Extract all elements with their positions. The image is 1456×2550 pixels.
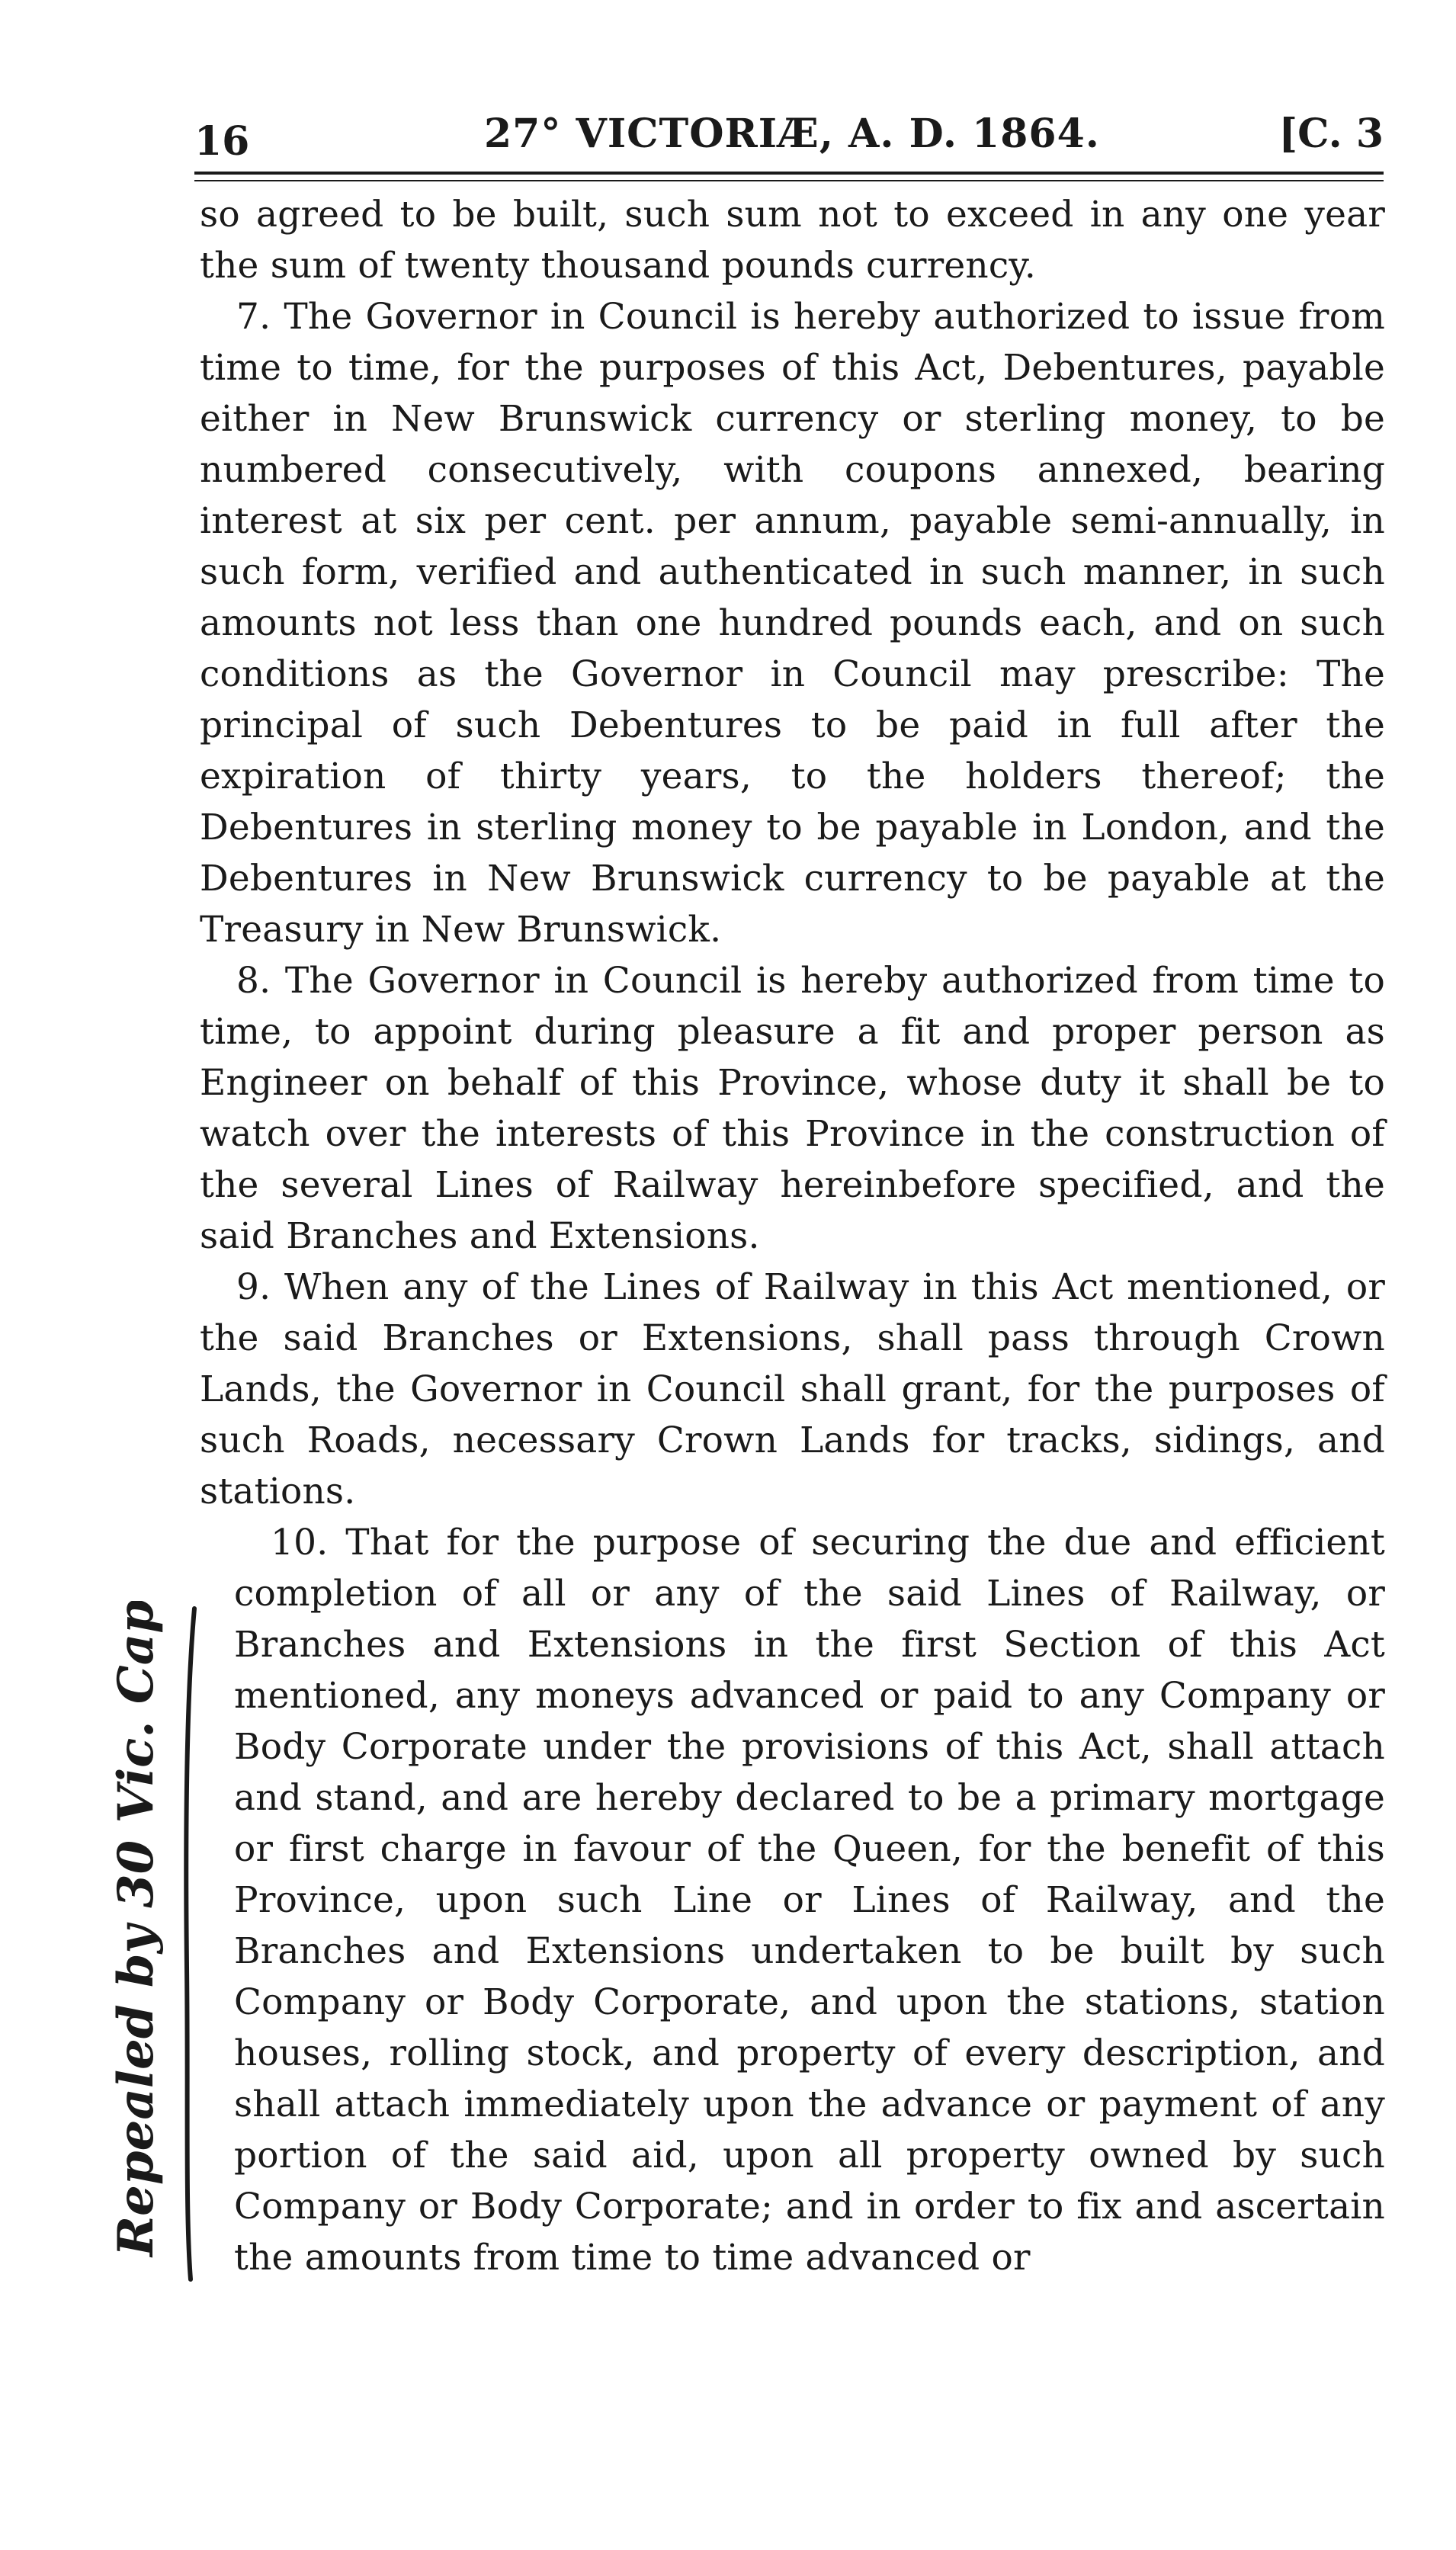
section-8: 8. The Governor in Council is hereby authorized from time to time, to appoint during pleasure a fit and proper person as Engineer on behalf of this Province, whose duty it shall be to watch over the interests of this Province in the construction of the several Lines of Railway hereinbefore specified, and the said Branches and Extensions. [200,960,1385,1257]
page-number: 16 [194,118,250,165]
chapter-reference: [C. 3 [1278,111,1384,157]
body-text [200,189,1385,2283]
handwritten-margin-annotation [80,1601,202,2287]
section-7: 7. The Governor in Council is hereby authorized to issue from time to time, for the purposes of this Act, Debentures, payable either in New Brunswick currency or sterling money, to be numbered consecutively, with coupons annexed, bearing interest at six per cent. per annum, payable semi-annually, in such form, verified and authenticated in such manner, in such amounts not less than one hundred pounds each, and on such conditions as the Governor in Council may prescribe: The principal of such Debentures to be paid in full after the expiration of thirty years, to the holders thereof; the Debentures in sterling money to be payable in London, and the Debentures in New Brunswick currency to be payable at the Treasury in New Brunswick. [200,296,1385,951]
svg-text:Repealed by 30 Vic. Cap. 12: Repealed by 30 Vic. Cap. 12 [107,1601,165,2257]
header-rule-thick [194,172,1384,175]
running-title: 27° VICTORIÆ, A. D. 1864. [484,111,1100,157]
paragraph-continuation: so agreed to be built, such sum not to exceed in any one year the sum of twenty thousand pounds currency. [200,194,1385,287]
page-header [194,111,1384,172]
handwriting-image [80,1601,202,2287]
section-10: 10. That for the purpose of securing the due and efficient completion of all or any of the said Lines of Railway, or Branches and Extensions in the first Section of this Act mentioned, any moneys advanced or paid to any Company or Body Corporate under the provisions of this Act, shall attach and stand, and are hereby declared to be a primary mortgage or first charge in favour of the Queen, for the benefit of this Province, upon such Line or Lines of Railway, and the Branches and Extensions undertaken to be built by such Company or Body Corporate, and upon the stations, station houses, rolling stock, and property of every description, and shall attach immediately upon the advance or payment of any portion of the said aid, upon all property owned by such Company or Body Corporate; and in order to fix and ascertain the amounts from time to time advanced or [234,1522,1385,2279]
section-9: 9. When any of the Lines of Railway in this Act mentioned, or the said Branches or Extensions, shall pass through Crown Lands, the Governor in Council shall grant, for the purposes of such Roads, necessary Crown Lands for tracks, sidings, and stations. [200,1266,1385,1512]
header-rule-thin [194,180,1384,181]
